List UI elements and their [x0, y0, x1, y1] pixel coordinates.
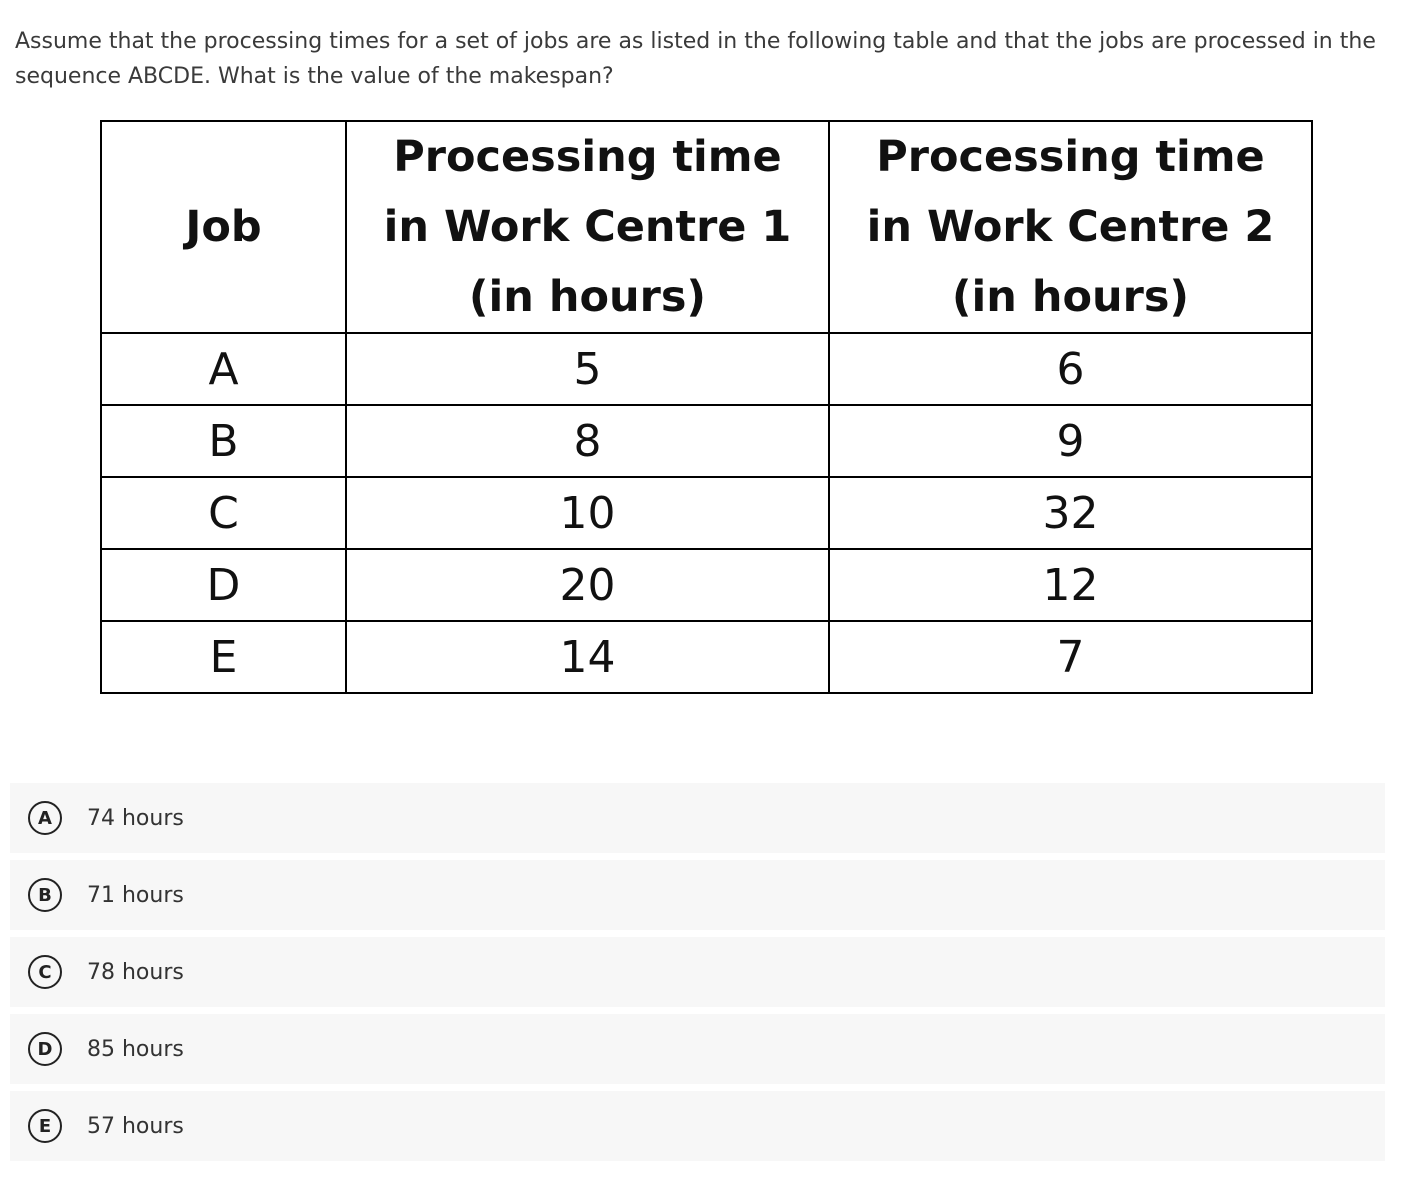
header-wc2-line3: (in hours): [951, 272, 1190, 322]
header-job-label: Job: [185, 202, 262, 252]
table-row: [101, 549, 1312, 621]
table-row: [101, 333, 1312, 405]
header-wc2-line2: in Work Centre 2: [866, 202, 1275, 252]
option-text: 74 hours: [87, 805, 184, 831]
option-letter-badge: A: [28, 801, 62, 835]
wc2-time-cell: 32: [829, 477, 1312, 549]
header-wc2-line1: Processing time: [876, 132, 1265, 182]
table-row: [101, 405, 1312, 477]
question-prompt: [15, 24, 1405, 94]
option-b[interactable]: [10, 860, 1385, 930]
question-text: Assume that the processing times for a set of jobs are as listed in the following table and that the jobs are processed in the sequence ABCDE. What is the value of the makespan?: [15, 29, 1376, 89]
header-job: [101, 121, 346, 333]
answer-options: [10, 783, 1385, 1168]
header-wc1-line1: Processing time: [393, 132, 782, 182]
option-letter-badge: D: [28, 1032, 62, 1066]
wc2-time-cell: 7: [829, 621, 1312, 693]
option-letter-badge: C: [28, 955, 62, 989]
job-cell: A: [101, 333, 346, 405]
table-header-row: [101, 121, 1312, 333]
wc2-time-cell: 9: [829, 405, 1312, 477]
wc1-time-cell: 14: [346, 621, 829, 693]
table-row: [101, 477, 1312, 549]
header-work-centre-2: [829, 121, 1312, 333]
option-letter-badge: B: [28, 878, 62, 912]
option-text: 71 hours: [87, 882, 184, 908]
wc2-time-cell: 6: [829, 333, 1312, 405]
option-a[interactable]: [10, 783, 1385, 853]
header-wc1-line3: (in hours): [468, 272, 707, 322]
option-text: 85 hours: [87, 1036, 184, 1062]
header-wc1-line2: in Work Centre 1: [383, 202, 792, 252]
wc1-time-cell: 5: [346, 333, 829, 405]
processing-times-table: [100, 120, 1313, 694]
option-letter-badge: E: [28, 1109, 62, 1143]
option-c[interactable]: [10, 937, 1385, 1007]
wc1-time-cell: 8: [346, 405, 829, 477]
header-work-centre-1: [346, 121, 829, 333]
wc1-time-cell: 20: [346, 549, 829, 621]
job-cell: E: [101, 621, 346, 693]
job-cell: B: [101, 405, 346, 477]
option-d[interactable]: [10, 1014, 1385, 1084]
option-text: 57 hours: [87, 1113, 184, 1139]
option-e[interactable]: [10, 1091, 1385, 1161]
table-row: [101, 621, 1312, 693]
job-cell: D: [101, 549, 346, 621]
wc2-time-cell: 12: [829, 549, 1312, 621]
wc1-time-cell: 10: [346, 477, 829, 549]
option-text: 78 hours: [87, 959, 184, 985]
job-cell: C: [101, 477, 346, 549]
